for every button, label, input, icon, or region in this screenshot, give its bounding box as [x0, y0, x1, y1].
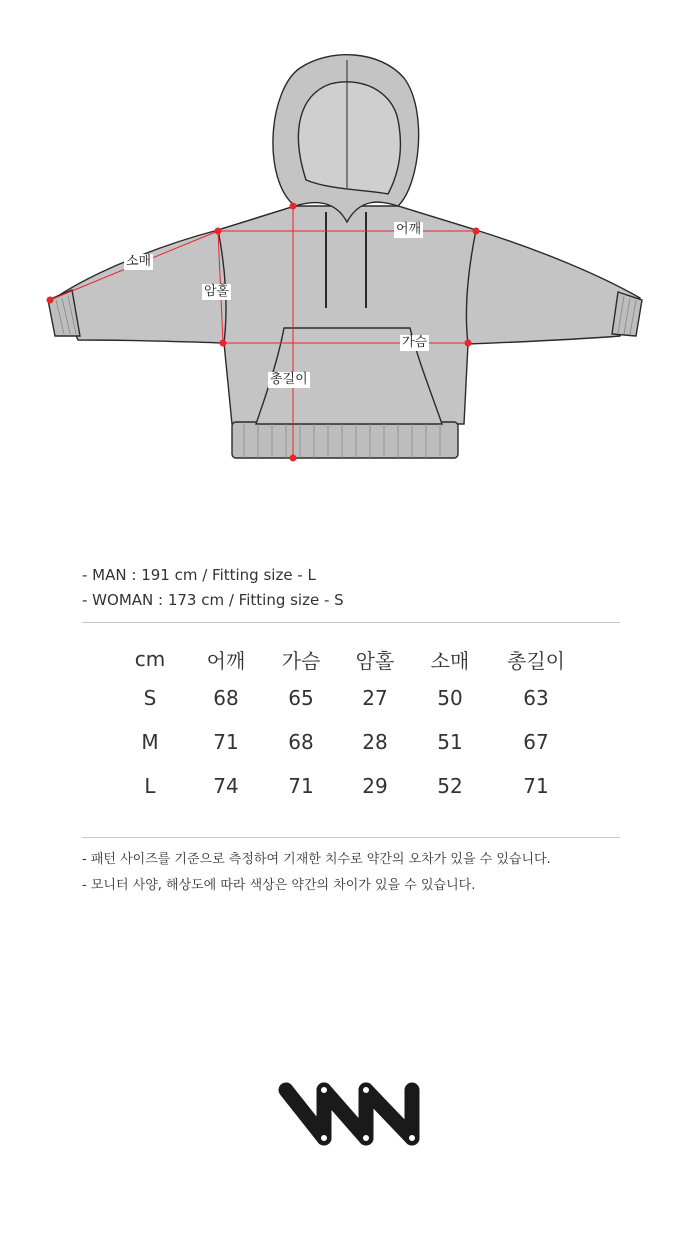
sleeve-label: 소매: [126, 254, 152, 269]
length-label: 총길이: [270, 372, 308, 387]
shoulder-cell: 68: [213, 686, 239, 710]
note-color: - 모니터 사양, 해상도에 따라 색상은 약간의 차이가 있을 수 있습니다.: [82, 878, 476, 893]
hood-opening: [298, 82, 400, 194]
size-table-header: [112, 642, 584, 676]
header-chest: 가슴: [281, 648, 321, 673]
note-measurement: - 패턴 사이즈를 기준으로 측정하여 기재한 치수로 약간의 오차가 있을 수 있습니다.: [82, 852, 551, 867]
armhole-cell: 28: [362, 730, 388, 754]
armhole-cell: 27: [362, 686, 388, 710]
size-table: [112, 642, 584, 808]
size-cell: S: [143, 686, 157, 710]
waistband: [232, 422, 458, 458]
table-row: [112, 676, 584, 720]
divider-top: [82, 622, 620, 623]
length-cell: 67: [523, 730, 549, 754]
chest-label: 가슴: [402, 335, 428, 350]
chest-cell: 68: [288, 730, 314, 754]
header-unit: cm: [134, 647, 166, 671]
header-sleeve: 소매: [430, 648, 470, 673]
header-shoulder: 어깨: [206, 648, 246, 673]
chest-cell: 65: [288, 686, 314, 710]
armhole-cell: 29: [362, 774, 388, 798]
sleeve-cell: 50: [437, 686, 463, 710]
brand-logo: [278, 1080, 422, 1148]
shoulder-cell: 71: [213, 730, 239, 754]
shoulder-label: 어깨: [396, 222, 422, 237]
divider-bottom: [82, 837, 620, 838]
shoulder-cell: 74: [213, 774, 239, 798]
table-row: [112, 720, 584, 764]
model-info-man: - MAN : 191 cm / Fitting size - L: [82, 566, 316, 584]
sleeve-cell: 51: [437, 730, 463, 754]
length-cell: 63: [523, 686, 549, 710]
table-row: [112, 764, 584, 808]
header-armhole: 암홀: [355, 648, 395, 673]
size-cell: M: [141, 730, 159, 754]
size-cell: L: [144, 774, 156, 798]
hoodie-diagram: [0, 0, 700, 480]
model-info-woman: - WOMAN : 173 cm / Fitting size - S: [82, 591, 344, 609]
header-length: 총길이: [507, 648, 565, 673]
armhole-label: 암홀: [204, 284, 230, 299]
sleeve-cell: 52: [437, 774, 463, 798]
chest-cell: 71: [288, 774, 314, 798]
length-cell: 71: [523, 774, 549, 798]
